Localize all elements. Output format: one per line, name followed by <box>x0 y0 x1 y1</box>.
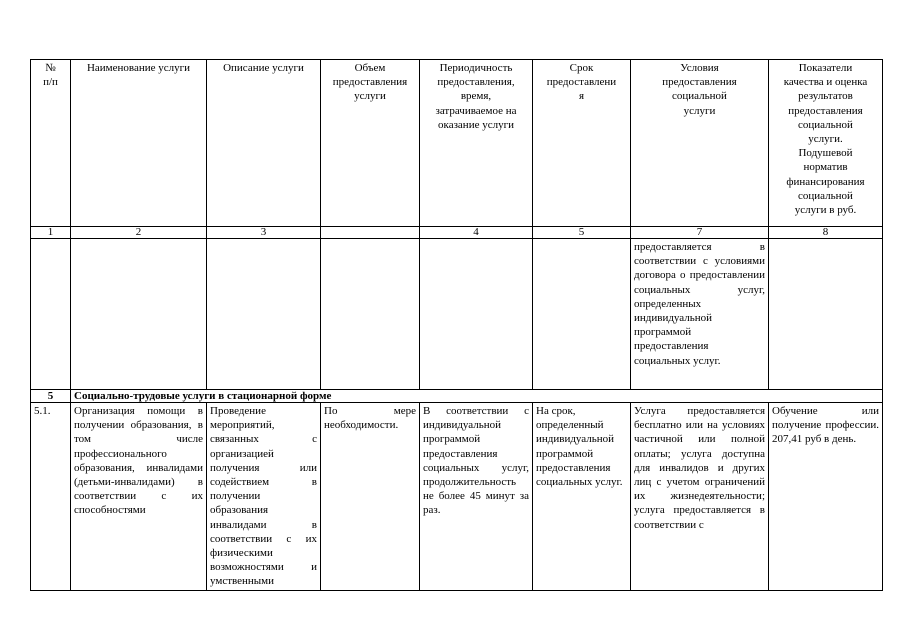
header-number: № п/п <box>31 60 71 227</box>
column-number: 2 <box>71 227 207 239</box>
service-term: На срок, определенный индивидуальной программой предоставления социальных услуг. <box>533 403 631 591</box>
header-periodicity: Периодичность предоставления, время, затрачиваемое на оказание услуги <box>420 60 533 227</box>
empty-cell <box>321 239 420 390</box>
service-volume: По мере необходимости. <box>321 403 420 591</box>
service-name: Организация помощи в получении образования, в том числе профессионального образования, инвалидами (детьми-инвалидами) в соответствии с их способностями <box>71 403 207 591</box>
header-service-name: Наименование услуги <box>71 60 207 227</box>
section-number: 5 <box>31 390 71 403</box>
continuation-conditions: предоставляется в соответствии с условиями договора о предоставлении социальных услуг, определенных индивидуальной программой предоставления социальных услуг. <box>631 239 769 390</box>
column-number: 8 <box>769 227 883 239</box>
empty-cell <box>31 239 71 390</box>
service-conditions: Услуга предоставляется бесплатно или на условиях частичной или полной оплаты; услуга доступна для инвалидов и других лиц с учетом ограничений их жизнедеятельности; услуга предоставляется в соответствии с <box>631 403 769 591</box>
empty-cell <box>533 239 631 390</box>
row-number: 5.1. <box>31 403 71 591</box>
table-row <box>31 403 883 591</box>
header-conditions: Условия предоставления социальной услуги <box>631 60 769 227</box>
column-number: 4 <box>420 227 533 239</box>
empty-cell <box>71 239 207 390</box>
section-title: Социально-трудовые услуги в стационарной форме <box>71 390 883 403</box>
header-row <box>31 60 883 227</box>
service-description: Проведение мероприятий, связанных с организацией получения или содействием в получении образования инвалидами в соответствии с их физическими возможностями и умственными <box>207 403 321 591</box>
service-periodicity: В соответствии с индивидуальной программой предоставления социальных услуг, продолжительность не более 45 минут за раз. <box>420 403 533 591</box>
column-number: 7 <box>631 227 769 239</box>
header-volume: Объем предоставления услуги <box>321 60 420 227</box>
section-row <box>31 390 883 403</box>
services-table <box>30 59 883 591</box>
column-number: 1 <box>31 227 71 239</box>
empty-cell <box>420 239 533 390</box>
empty-cell <box>207 239 321 390</box>
header-service-description: Описание услуги <box>207 60 321 227</box>
column-number: 5 <box>533 227 631 239</box>
column-number-row <box>31 227 883 239</box>
service-indicators: Обучение или получение профессии. 207,41 руб в день. <box>769 403 883 591</box>
header-indicators: Показатели качества и оценка результатов предоставления социальной услуги. Подушевой норматив финансирования социальной услуги в руб. <box>769 60 883 227</box>
continuation-row <box>31 239 883 390</box>
empty-cell <box>769 239 883 390</box>
column-number: 3 <box>207 227 321 239</box>
header-term: Срок предоставлени я <box>533 60 631 227</box>
column-number <box>321 227 420 239</box>
